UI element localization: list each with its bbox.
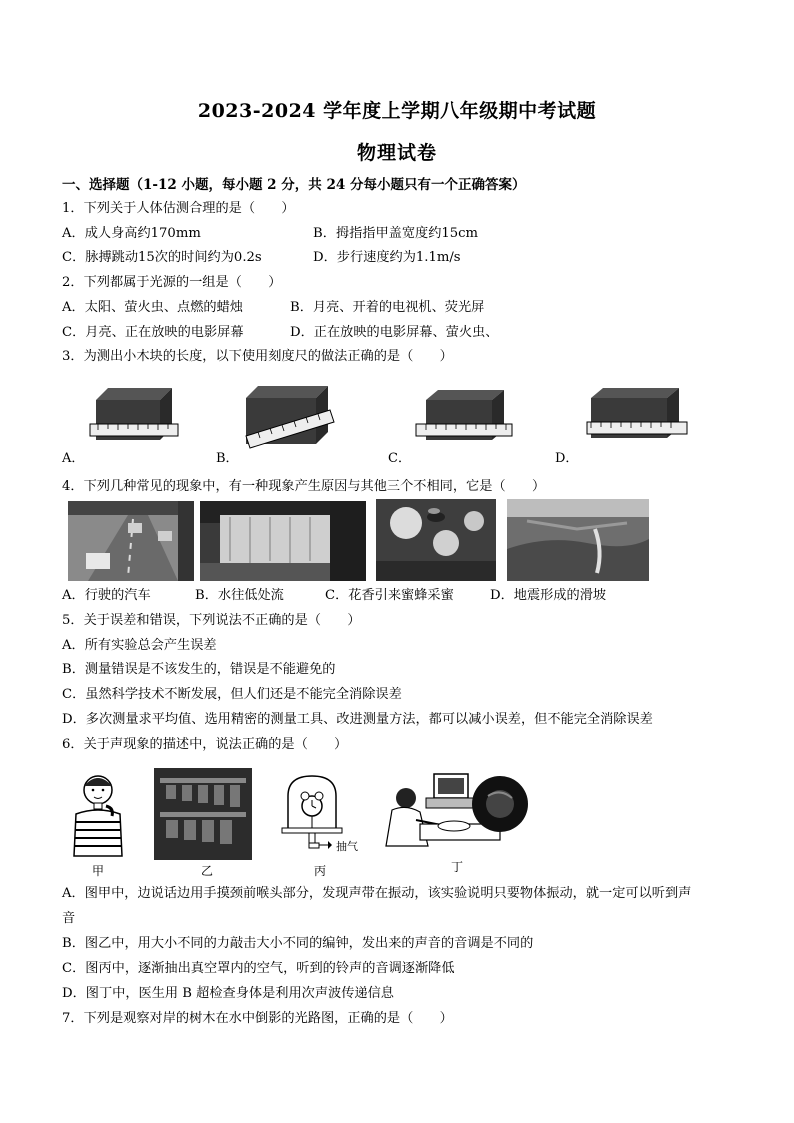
figure-label-ding: 丁 (451, 860, 464, 874)
photo-landslide (507, 499, 649, 581)
q4-option-b: B．水往低处流 (195, 588, 284, 603)
figure-yi-bells (154, 768, 252, 860)
q5-option-d: D．多次测量求平均值、选用精密的测量工具、改进测量方法，都可以减小误差，但不能完全消除误差 (62, 712, 653, 727)
q3-label-b: B． (216, 451, 239, 466)
q1-option-c: C．脉搏跳动15次的时间约为0.2s (62, 250, 262, 265)
q3-stem: 3．为测出小木块的长度，以下使用刻度尺的做法正确的是（ ） (62, 349, 453, 364)
ruler-figure-c (412, 386, 516, 446)
q6-option-c: C．图丙中，逐渐抽出真空罩内的空气，听到的铃声的音调逐渐降低 (62, 961, 455, 976)
figure-jia-throat (62, 770, 136, 858)
q5-option-a: A．所有实验总会产生误差 (62, 638, 217, 653)
ruler-figure-d (585, 384, 689, 444)
figure-label-jia: 甲 (92, 864, 105, 878)
q4-option-d: D．地震形成的滑坡 (490, 588, 607, 603)
q6-option-d: D．图丁中，医生用 B 超检查身体是利用次声波传递信息 (62, 986, 394, 1001)
q6-option-a-line2: 音 (62, 911, 76, 926)
q2-option-d: D．正在放映的电影屏幕、萤火虫、 (290, 325, 499, 340)
q2-stem: 2．下列都属于光源的一组是（ ） (62, 275, 282, 290)
figure-label-yi: 乙 (201, 864, 214, 878)
figure-ding-ultrasound (376, 766, 532, 856)
pump-label: 抽气 (336, 840, 358, 853)
page-title: 2023-2024 学年度上学期八年级期中考试题 (197, 100, 597, 122)
figure-label-bing: 丙 (314, 864, 327, 878)
q4-option-c: C．花香引来蜜蜂采蜜 (325, 588, 454, 603)
q4-stem: 4．下列几种常见的现象中，有一种现象产生原因与其他三个不相同，它是（ ） (62, 479, 546, 494)
ruler-figure-a (88, 384, 180, 446)
q3-label-d: D． (555, 451, 579, 466)
q3-label-c: C． (388, 451, 411, 466)
q7-stem: 7．下列是观察对岸的树木在水中倒影的光路图，正确的是（ ） (62, 1011, 453, 1026)
page-subtitle: 物理试卷 (356, 142, 437, 164)
q4-option-a: A．行驶的汽车 (62, 588, 151, 603)
section-heading: 一、选择题（1-12 小题，每小题 2 分，共 24 分每小题只有一个正确答案） (62, 177, 526, 193)
photo-waterfall (200, 501, 366, 581)
q5-option-c: C．虽然科学技术不断发展，但人们还是不能完全消除误差 (62, 687, 402, 702)
q2-option-a: A．太阳、萤火虫、点燃的蜡烛 (62, 300, 243, 315)
q3-label-a: A． (62, 451, 85, 466)
q1-option-d: D．步行速度约为1.1m/s (313, 250, 461, 265)
photo-moving-cars (68, 501, 194, 581)
q2-option-b: B．月亮、开着的电视机、荧光屏 (290, 300, 485, 315)
q6-option-a-line1: A．图甲中，边说话边用手摸颈前喉头部分，发现声带在振动，该实验说明只要物体振动，就一定可以听到声 (62, 886, 692, 901)
q6-stem: 6．关于声现象的描述中，说法正确的是（ ） (62, 737, 348, 752)
q5-stem: 5．关于误差和错误，下列说法不正确的是（ ） (62, 613, 361, 628)
q5-option-b: B．测量错误是不该发生的，错误是不能避免的 (62, 662, 336, 677)
q1-option-a: A．成人身高约170mm (62, 226, 201, 241)
q1-stem: 1．下列关于人体估测合理的是（ ） (62, 201, 295, 216)
ruler-figure-b (242, 384, 338, 452)
q1-option-b: B．拇指指甲盖宽度约15cm (313, 226, 479, 241)
photo-bee-flowers (376, 499, 496, 581)
q6-option-b: B．图乙中，用大小不同的力敲击大小不同的编钟，发出来的声音的音调是不同的 (62, 936, 534, 951)
q2-option-c: C．月亮、正在放映的电影屏幕 (62, 325, 244, 340)
